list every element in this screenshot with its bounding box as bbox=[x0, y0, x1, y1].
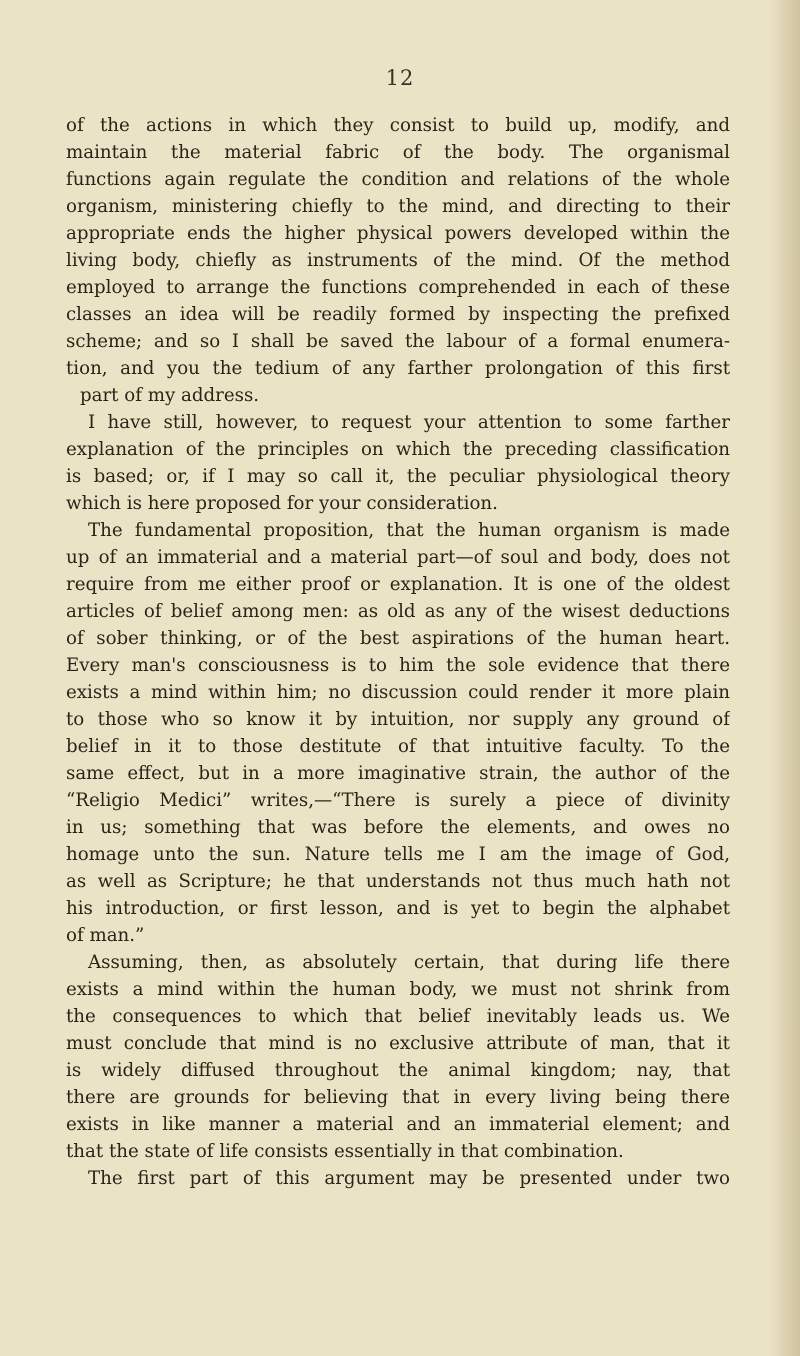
text-line: exists a mind within the human body, we must not shrink from bbox=[66, 979, 730, 1000]
text-line: Assuming, then, as absolutely certain, that during life there bbox=[88, 952, 730, 973]
text-line: is widely diffused throughout the animal kingdom; nay, that bbox=[66, 1060, 730, 1081]
page-number: 12 bbox=[385, 66, 415, 90]
text-line: the consequences to which that belief inevitably leads us. We bbox=[66, 1006, 730, 1027]
text-line: his introduction, or first lesson, and is yet to begin the alphabet bbox=[66, 898, 730, 919]
text-line: exists a mind within him; no discussion could render it more plain bbox=[66, 682, 730, 703]
text-line: which is here proposed for your consideration. bbox=[66, 493, 498, 514]
text-line: The first part of this argument may be presented under two bbox=[88, 1168, 730, 1189]
text-line: living body, chiefly as instruments of the mind. Of the method bbox=[66, 250, 730, 271]
text-line: The fundamental proposition, that the human organism is made bbox=[88, 520, 730, 541]
text-line: tion, and you the tedium of any farther prolongation of this first bbox=[66, 358, 730, 379]
text-line: of man.” bbox=[66, 925, 145, 946]
text-line: as well as Scripture; he that understands not thus much hath not bbox=[66, 871, 730, 892]
text-line: Every man's consciousness is to him the sole evidence that there bbox=[66, 655, 730, 676]
text-line: “Religio Medici” writes,—“There is surely a piece of divinity bbox=[66, 790, 730, 811]
text-line: I have still, however, to request your attention to some farther bbox=[88, 412, 730, 433]
text-line: scheme; and so I shall be saved the labour of a formal enumera- bbox=[66, 331, 730, 352]
text-line: explanation of the principles on which the preceding classification bbox=[66, 439, 730, 460]
text-line: classes an idea will be readily formed by inspecting the prefixed bbox=[66, 304, 730, 325]
text-line: of sober thinking, or of the best aspirations of the human heart. bbox=[66, 628, 730, 649]
text-line: homage unto the sun. Nature tells me I am the image of God, bbox=[66, 844, 730, 865]
body-text bbox=[66, 112, 730, 1192]
text-line: is based; or, if I may so call it, the peculiar physiological theory bbox=[66, 466, 730, 487]
text-line: that the state of life consists essentially in that combination. bbox=[66, 1141, 624, 1162]
text-line: employed to arrange the functions comprehended in each of these bbox=[66, 277, 730, 298]
text-line: organism, ministering chiefly to the mind, and directing to their bbox=[66, 196, 730, 217]
text-line: require from me either proof or explanation. It is one of the oldest bbox=[66, 574, 730, 595]
text-line: functions again regulate the condition and relations of the whole bbox=[66, 169, 730, 190]
text-line: exists in like manner a material and an immaterial element; and bbox=[66, 1114, 730, 1135]
text-line: there are grounds for believing that in every living being there bbox=[66, 1087, 730, 1108]
text-line: up of an immaterial and a material part—of soul and body, does not bbox=[66, 547, 730, 568]
text-line: belief in it to those destitute of that intuitive faculty. To the bbox=[66, 736, 730, 757]
text-line: must conclude that mind is no exclusive attribute of man, that it bbox=[66, 1033, 730, 1054]
text-line: in us; something that was before the elements, and owes no bbox=[66, 817, 730, 838]
text-line: appropriate ends the higher physical powers developed within the bbox=[66, 223, 730, 244]
text-line: of the actions in which they consist to build up, modify, and bbox=[66, 115, 730, 136]
text-line: same effect, but in a more imaginative strain, the author of the bbox=[66, 763, 730, 784]
text-line: part of my address. bbox=[80, 385, 260, 406]
text-line: maintain the material fabric of the body. The organismal bbox=[66, 142, 730, 163]
text-line: to those who so know it by intuition, nor supply any ground of bbox=[66, 709, 730, 730]
text-line: articles of belief among men: as old as any of the wisest deductions bbox=[66, 601, 730, 622]
